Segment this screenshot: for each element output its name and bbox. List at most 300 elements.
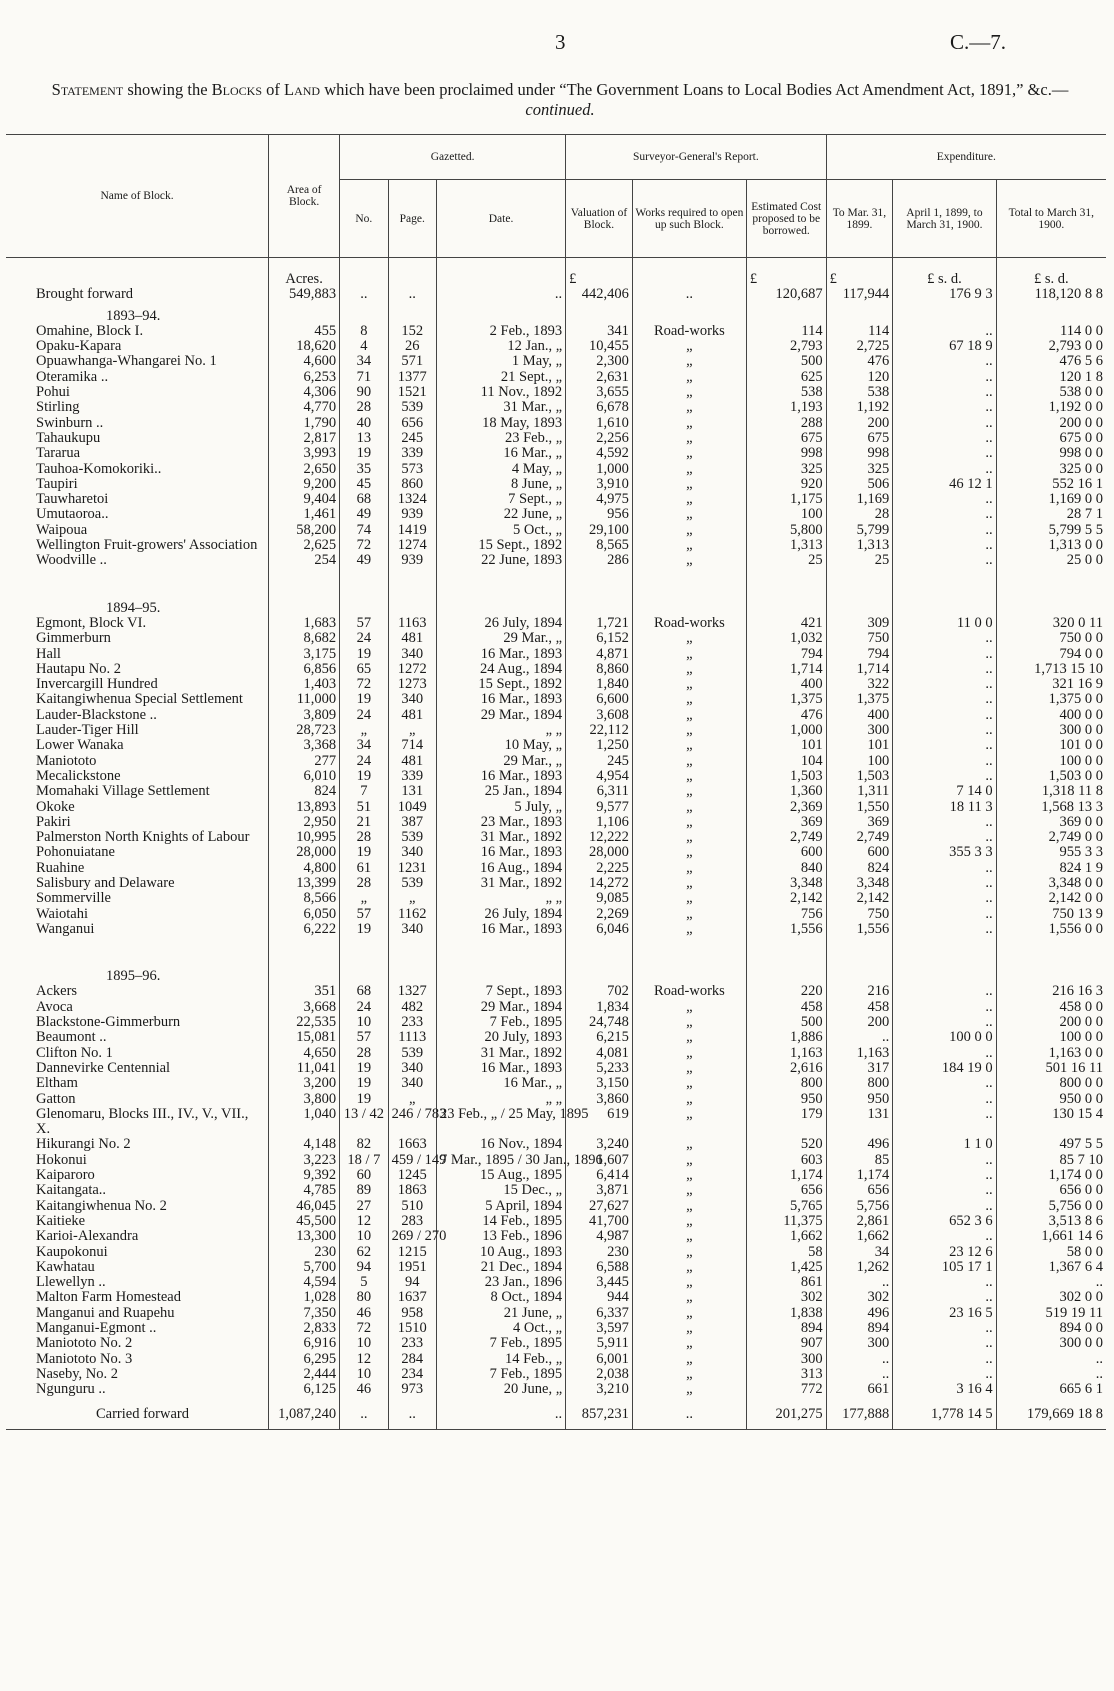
gazette-no: 19: [340, 1092, 388, 1107]
gazette-no: 7: [340, 784, 388, 799]
block-name: Kaitieke: [36, 1212, 86, 1229]
valuation: 6,600: [566, 692, 633, 707]
block-name: Hautapu No. 2: [36, 660, 121, 677]
april-1899-1900: ..: [893, 446, 996, 461]
works-required: „: [632, 1367, 746, 1382]
estimated-cost: 201,275: [746, 1397, 826, 1429]
to-march-1899: 950: [826, 1092, 893, 1107]
valuation: 3,608: [566, 708, 633, 723]
block-name: Maniototo No. 3: [36, 1350, 133, 1367]
gazette-page: 539: [388, 1046, 436, 1061]
to-march-1899: 5,799: [826, 523, 893, 538]
total-to-march-1900: 1,318 11 8: [996, 784, 1106, 799]
works-required: „: [632, 538, 746, 553]
block-name: Stirling: [36, 399, 80, 416]
to-march-1899: 28: [826, 507, 893, 522]
valuation: 1,721: [566, 616, 633, 631]
works-required: „: [632, 1382, 746, 1397]
estimated-cost: 998: [746, 446, 826, 461]
block-area: 6,050: [269, 907, 340, 922]
table-row: [6, 1199, 1106, 1214]
gazette-no: 12: [340, 1214, 388, 1229]
april-1899-1900: 176 9 3: [893, 287, 996, 302]
gazette-page: 1162: [388, 907, 436, 922]
estimated-cost: 302: [746, 1290, 826, 1305]
table-row: [6, 1214, 1106, 1229]
gazette-no: 13: [340, 431, 388, 446]
total-to-march-1900: ..: [996, 1275, 1106, 1290]
gazette-no: 45: [340, 477, 388, 492]
table-row: [6, 492, 1106, 507]
to-march-1899: 1,556: [826, 922, 893, 937]
works-required: „: [632, 370, 746, 385]
block-name: Lower Wanaka: [36, 737, 124, 754]
valuation: 2,269: [566, 907, 633, 922]
block-area: 45,500: [269, 1214, 340, 1229]
gazette-page: 1272: [388, 662, 436, 677]
gazette-no: 4: [340, 339, 388, 354]
gazette-page: 339: [388, 769, 436, 784]
april-1899-1900: ..: [893, 1076, 996, 1091]
gazette-date: 7 Sept., 1893: [436, 984, 565, 999]
works-required: „: [632, 1183, 746, 1198]
to-march-1899: 131: [826, 1107, 893, 1138]
april-1899-1900: ..: [893, 431, 996, 446]
total-to-march-1900: 1,661 14 6: [996, 1229, 1106, 1244]
spacer-row: [6, 569, 1106, 595]
gazette-page: 340: [388, 692, 436, 707]
to-march-1899: 661: [826, 1382, 893, 1397]
gazette-date: 15 Sept., 1892: [436, 677, 565, 692]
block-area: 6,295: [269, 1352, 340, 1367]
to-march-1899: 5,756: [826, 1199, 893, 1214]
works-required: „: [632, 1245, 746, 1260]
gazette-date: 12 Jan., „: [436, 339, 565, 354]
estimated-cost: 500: [746, 354, 826, 369]
april-1899-1900: ..: [893, 1153, 996, 1168]
to-march-1899: 25: [826, 553, 893, 568]
april-1899-1900: ..: [893, 631, 996, 646]
gazette-page: 1863: [388, 1183, 436, 1198]
block-area: 3,809: [269, 708, 340, 723]
col-gazetted: Gazetted.: [340, 135, 566, 180]
estimated-cost: 300: [746, 1352, 826, 1367]
block-name: Pakiri: [36, 813, 71, 830]
total-to-march-1900: 85 7 10: [996, 1153, 1106, 1168]
works-required: „: [632, 400, 746, 415]
valuation: 9,085: [566, 891, 633, 906]
block-area: 1,028: [269, 1290, 340, 1305]
to-march-1899: 1,163: [826, 1046, 893, 1061]
total-to-march-1900: 321 16 9: [996, 677, 1106, 692]
gazette-no: 24: [340, 708, 388, 723]
gazette-no: 8: [340, 324, 388, 339]
april-1899-1900: ..: [893, 1321, 996, 1336]
gazette-no: 19: [340, 446, 388, 461]
gazette-page: 539: [388, 830, 436, 845]
table-row: [6, 538, 1106, 553]
april-1899-1900: ..: [893, 723, 996, 738]
estimated-cost: 104: [746, 754, 826, 769]
estimated-cost: 756: [746, 907, 826, 922]
total-to-march-1900: 1,313 0 0: [996, 538, 1106, 553]
gazette-page: 1637: [388, 1290, 436, 1305]
gazette-no: 19: [340, 922, 388, 937]
estimated-cost: 2,616: [746, 1061, 826, 1076]
to-march-1899: 750: [826, 631, 893, 646]
table-row: [6, 754, 1106, 769]
valuation: 6,001: [566, 1352, 633, 1367]
valuation: 3,597: [566, 1321, 633, 1336]
valuation: 6,337: [566, 1306, 633, 1321]
to-march-1899: 3,348: [826, 876, 893, 891]
gazette-no: 34: [340, 738, 388, 753]
valuation: 3,871: [566, 1183, 633, 1198]
block-name: Kaupokonui: [36, 1243, 108, 1260]
block-area: 9,392: [269, 1168, 340, 1183]
gazette-date: 26 July, 1894: [436, 616, 565, 631]
gazette-date: 4 May, „: [436, 462, 565, 477]
to-march-1899: 458: [826, 1000, 893, 1015]
table-row: [6, 553, 1106, 568]
gazette-page: 1163: [388, 616, 436, 631]
valuation: 29,100: [566, 523, 633, 538]
gazette-page: 284: [388, 1352, 436, 1367]
title-word-land: Land: [284, 80, 321, 99]
gazette-page: 539: [388, 876, 436, 891]
estimated-cost: 220: [746, 984, 826, 999]
gazette-no: 94: [340, 1260, 388, 1275]
to-march-1899: 1,662: [826, 1229, 893, 1244]
table-row: [6, 477, 1106, 492]
block-area: 2,817: [269, 431, 340, 446]
valuation: 14,272: [566, 876, 633, 891]
to-march-1899: ..: [826, 1030, 893, 1045]
works-required: „: [632, 1046, 746, 1061]
gazette-page: „: [388, 723, 436, 738]
to-march-1899: ..: [826, 1367, 893, 1382]
valuation: 1,840: [566, 677, 633, 692]
table-row: [6, 1107, 1106, 1138]
estimated-cost: 2,793: [746, 339, 826, 354]
block-area: 1,790: [269, 416, 340, 431]
gazette-page: 269 / 270: [388, 1229, 436, 1244]
block-area: 4,600: [269, 354, 340, 369]
april-1899-1900: ..: [893, 400, 996, 415]
gazette-date: „ „: [436, 723, 565, 738]
to-march-1899: 496: [826, 1137, 893, 1152]
gazette-page: 152: [388, 324, 436, 339]
table-row: [6, 385, 1106, 400]
gazette-page: 245: [388, 431, 436, 446]
valuation: 41,700: [566, 1214, 633, 1229]
total-to-march-1900: 501 16 11: [996, 1061, 1106, 1076]
block-name: Maniototo: [36, 752, 97, 769]
to-march-1899: 120: [826, 370, 893, 385]
to-march-1899: 1,550: [826, 800, 893, 815]
blocks-table-wrapper: [6, 134, 1106, 1430]
valuation: 1,250: [566, 738, 633, 753]
table-row: [6, 830, 1106, 845]
valuation: 956: [566, 507, 633, 522]
block-name: Beaumont ..: [36, 1029, 107, 1046]
to-march-1899: 200: [826, 416, 893, 431]
block-area: 351: [269, 984, 340, 999]
works-required: Road-works: [632, 324, 746, 339]
block-name: Naseby, No. 2: [36, 1365, 119, 1382]
table-row: [6, 354, 1106, 369]
unit-estimated: £: [746, 258, 826, 288]
gazette-date: 16 Mar., „: [436, 1076, 565, 1091]
to-march-1899: 496: [826, 1306, 893, 1321]
table-row: [6, 324, 1106, 339]
total-to-march-1900: 750 0 0: [996, 631, 1106, 646]
total-to-march-1900: ..: [996, 1352, 1106, 1367]
col-works-required: Works required to open up such Block.: [632, 180, 746, 258]
gazette-no: 80: [340, 1290, 388, 1305]
gazette-no: 68: [340, 984, 388, 999]
gazette-date: 15 Aug., 1895: [436, 1168, 565, 1183]
block-area: 4,785: [269, 1183, 340, 1198]
table-row: [6, 723, 1106, 738]
col-gazette-page: Page.: [388, 180, 436, 258]
block-name: Kawhatau: [36, 1258, 95, 1275]
gazette-date: 29 Mar., „: [436, 754, 565, 769]
block-area: 2,444: [269, 1367, 340, 1382]
gazette-no: 21: [340, 815, 388, 830]
works-required: „: [632, 1260, 746, 1275]
valuation: 3,210: [566, 1382, 633, 1397]
block-area: 28,000: [269, 845, 340, 860]
estimated-cost: 800: [746, 1076, 826, 1091]
table-row: [6, 1352, 1106, 1367]
to-march-1899: 2,861: [826, 1214, 893, 1229]
april-1899-1900: ..: [893, 1000, 996, 1015]
block-name: Kaiparoro: [36, 1167, 95, 1184]
col-total-to-march-1900: Total to March 31, 1900.: [996, 180, 1106, 258]
block-area: 6,253: [269, 370, 340, 385]
year-heading: 1893–94.: [106, 307, 161, 324]
gazette-no: 27: [340, 1199, 388, 1214]
block-name: Swinburn ..: [36, 414, 104, 431]
gazette-page: 1419: [388, 523, 436, 538]
to-march-1899: 317: [826, 1061, 893, 1076]
total-to-march-1900: 3,513 8 6: [996, 1214, 1106, 1229]
unit-no: [340, 258, 388, 288]
gazette-page: 1324: [388, 492, 436, 507]
page-number: 3: [555, 30, 566, 54]
works-required: „: [632, 1107, 746, 1138]
block-name: Opuawhanga-Whangarei No. 1: [36, 353, 217, 370]
table-row: [6, 1382, 1106, 1397]
estimated-cost: 861: [746, 1275, 826, 1290]
april-1899-1900: ..: [893, 538, 996, 553]
block-area: 10,995: [269, 830, 340, 845]
valuation: 1,610: [566, 416, 633, 431]
table-row: [6, 800, 1106, 815]
valuation: 12,222: [566, 830, 633, 845]
table-row: [6, 1000, 1106, 1015]
total-to-march-1900: 3,348 0 0: [996, 876, 1106, 891]
unit-date: [436, 258, 565, 288]
works-required: „: [632, 553, 746, 568]
estimated-cost: 1,375: [746, 692, 826, 707]
year-heading-row: [6, 963, 1106, 984]
block-area: 9,200: [269, 477, 340, 492]
april-1899-1900: ..: [893, 492, 996, 507]
april-1899-1900: ..: [893, 708, 996, 723]
statement-title: [40, 80, 1080, 120]
gazette-date: 31 Mar., „: [436, 400, 565, 415]
block-area: 11,000: [269, 692, 340, 707]
table-row: [6, 662, 1106, 677]
valuation: 8,860: [566, 662, 633, 677]
april-1899-1900: ..: [893, 830, 996, 845]
table-row: [6, 400, 1106, 415]
table-row: [6, 431, 1106, 446]
works-required: „: [632, 662, 746, 677]
estimated-cost: 5,800: [746, 523, 826, 538]
table-row: [6, 1367, 1106, 1382]
gazette-date: 20 June, „: [436, 1382, 565, 1397]
total-to-march-1900: 794 0 0: [996, 647, 1106, 662]
estimated-cost: 894: [746, 1321, 826, 1336]
block-area: 2,950: [269, 815, 340, 830]
block-area: 1,087,240: [269, 1397, 340, 1429]
block-area: 3,175: [269, 647, 340, 662]
block-area: 3,200: [269, 1076, 340, 1091]
col-surveyor-report: Surveyor-General's Report.: [566, 135, 826, 180]
block-name: Ackers: [36, 983, 78, 1000]
gazette-date: 29 Mar., 1894: [436, 1000, 565, 1015]
to-march-1899: 114: [826, 324, 893, 339]
valuation: 3,445: [566, 1275, 633, 1290]
gazette-page: 387: [388, 815, 436, 830]
block-name: Karioi-Alexandra: [36, 1228, 139, 1245]
gazette-no: 19: [340, 845, 388, 860]
april-1899-1900: ..: [893, 891, 996, 906]
block-name: Egmont, Block VI.: [36, 614, 147, 631]
block-area: 11,041: [269, 1061, 340, 1076]
valuation: 6,311: [566, 784, 633, 799]
table-row: [6, 708, 1106, 723]
col-gazette-no: No.: [340, 180, 388, 258]
total-to-march-1900: 656 0 0: [996, 1183, 1106, 1198]
works-required: „: [632, 1352, 746, 1367]
works-required: „: [632, 1076, 746, 1091]
estimated-cost: 907: [746, 1336, 826, 1351]
gazette-page: 1273: [388, 677, 436, 692]
gazette-date: 29 Mar., „: [436, 631, 565, 646]
valuation: 5,911: [566, 1336, 633, 1351]
april-1899-1900: ..: [893, 984, 996, 999]
april-1899-1900: ..: [893, 354, 996, 369]
table-row: [6, 523, 1106, 538]
gazette-date: 25 Jan., 1894: [436, 784, 565, 799]
block-area: 6,222: [269, 922, 340, 937]
block-area: 8,682: [269, 631, 340, 646]
block-name: Glenomaru, Blocks III., IV., V., VII., X.: [36, 1105, 249, 1138]
gazette-page: 94: [388, 1275, 436, 1290]
april-1899-1900: ..: [893, 553, 996, 568]
block-name: Dannevirke Centennial: [36, 1059, 171, 1076]
gazette-no: 51: [340, 800, 388, 815]
works-required: „: [632, 1214, 746, 1229]
block-area: 22,535: [269, 1015, 340, 1030]
estimated-cost: 2,749: [746, 830, 826, 845]
table-row: [6, 815, 1106, 830]
gazette-page: 1113: [388, 1030, 436, 1045]
spacer-row: [6, 937, 1106, 963]
gazette-date: 11 Nov., 1892: [436, 385, 565, 400]
to-march-1899: 300: [826, 723, 893, 738]
gazette-no: 19: [340, 647, 388, 662]
estimated-cost: 325: [746, 462, 826, 477]
table-row: [6, 738, 1106, 753]
gazette-no: 57: [340, 616, 388, 631]
estimated-cost: 1,425: [746, 1260, 826, 1275]
block-name: Hall: [36, 645, 61, 662]
total-to-march-1900: 950 0 0: [996, 1092, 1106, 1107]
block-name: Tararua: [36, 445, 81, 462]
gazette-no: 35: [340, 462, 388, 477]
works-required: „: [632, 891, 746, 906]
valuation: 8,565: [566, 538, 633, 553]
gazette-page: 1510: [388, 1321, 436, 1336]
table-row: [6, 1076, 1106, 1091]
col-name-of-block: Name of Block.: [100, 190, 174, 202]
table-row: [6, 1030, 1106, 1045]
to-march-1899: 2,749: [826, 830, 893, 845]
works-required: „: [632, 1199, 746, 1214]
total-to-march-1900: 179,669 18 8: [996, 1397, 1106, 1429]
estimated-cost: 3,348: [746, 876, 826, 891]
gazette-date: 16 Mar., 1893: [436, 845, 565, 860]
valuation: 341: [566, 324, 633, 339]
valuation: 24,748: [566, 1015, 633, 1030]
table-row: [6, 446, 1106, 461]
works-required: „: [632, 477, 746, 492]
title-word-statement: Statement: [51, 80, 124, 99]
to-march-1899: 656: [826, 1183, 893, 1198]
block-area: 3,668: [269, 1000, 340, 1015]
unit-valuation: £: [566, 258, 633, 288]
to-march-1899: 1,311: [826, 784, 893, 799]
units-name: [6, 258, 269, 288]
works-required: „: [632, 446, 746, 461]
estimated-cost: 369: [746, 815, 826, 830]
april-1899-1900: ..: [893, 647, 996, 662]
gazette-page: 939: [388, 553, 436, 568]
total-to-march-1900: 1,174 0 0: [996, 1168, 1106, 1183]
works-required: „: [632, 1336, 746, 1351]
estimated-cost: 1,032: [746, 631, 826, 646]
april-1899-1900: ..: [893, 324, 996, 339]
gazette-page: 656: [388, 416, 436, 431]
april-1899-1900: 11 0 0: [893, 616, 996, 631]
total-to-march-1900: 5,799 5 5: [996, 523, 1106, 538]
block-name: Pohui: [36, 384, 70, 401]
table-header: [6, 135, 1106, 258]
block-name: Manganui and Ruapehu: [36, 1304, 175, 1321]
total-to-march-1900: 1,169 0 0: [996, 492, 1106, 507]
works-required: „: [632, 922, 746, 937]
title-word-blocks: Blocks: [211, 80, 263, 99]
gazette-date: 15 Sept., 1892: [436, 538, 565, 553]
title-part-2: of: [262, 80, 285, 99]
april-1899-1900: 18 11 3: [893, 800, 996, 815]
total-to-march-1900: 894 0 0: [996, 1321, 1106, 1336]
